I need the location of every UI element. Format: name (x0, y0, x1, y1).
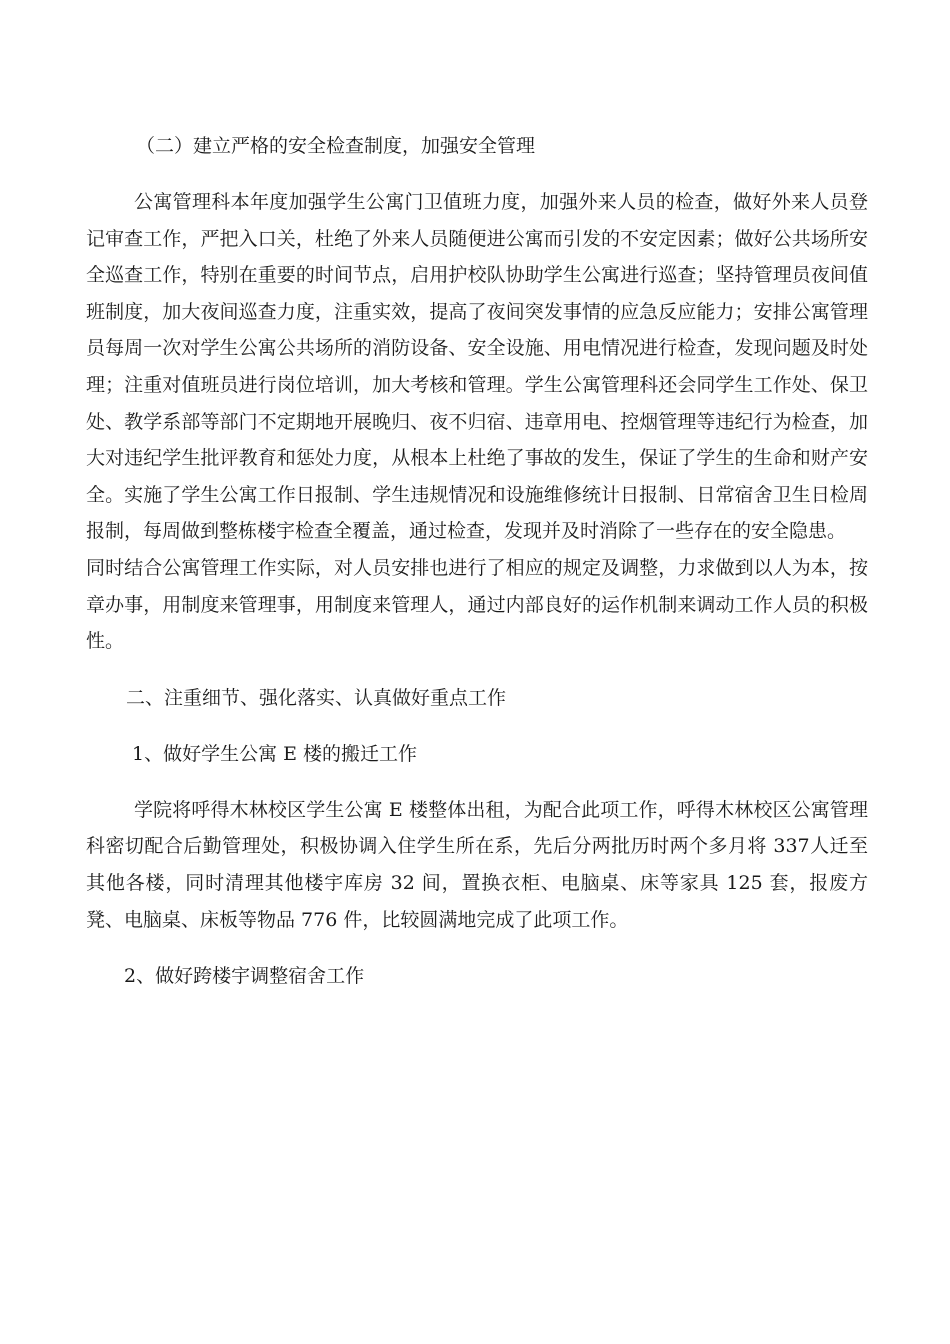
document-page (86, 128, 868, 994)
item-heading-dorm-adjustment: 2、做好跨楼宇调整宿舍工作 (124, 965, 365, 988)
item-heading-e-building-relocation: 1、做好学生公寓 E 楼的搬迁工作 (132, 742, 418, 765)
paragraph-e-building-relocation: 学院将呼得木林校区学生公寓 E 楼整体出租，为配合此项工作，呼得木林校区公寓管理科密切配合后勤管理处，积极协调入住学生所在系，先后分两批历时两个多月将 337人迁至其他各楼，同时清理其他楼宇库房 32 间，置换衣柜、电脑桌、床等家具 125 套，报废方凳、电脑桌、床板等物品 776 件，比较圆满地完成了此项工作。 (86, 798, 868, 931)
section-heading-key-work: 二、注重细节、强化落实、认真做好重点工作 (126, 686, 507, 709)
paragraph-staff-arrangement: 同时结合公寓管理工作实际，对人员安排也进行了相应的规定及调整，力求做到以人为本，按章办事，用制度来管理事，用制度来管理人，通过内部良好的运作机制来调动工作人员的积极性。 (86, 556, 868, 653)
section-heading-safety-inspection: （二）建立严格的安全检查制度，加强安全管理 (136, 135, 536, 157)
paragraph-safety-management: 公寓管理科本年度加强学生公寓门卫值班力度，加强外来人员的检查，做好外来人员登记审查工作，严把入口关，杜绝了外来人员随便进公寓而引发的不安定因素；做好公共场所安全巡查工作，特别在重要的时间节点，启用护校队协助学生公寓进行巡查；坚持管理员夜间值班制度，加大夜间巡查力度，注重实效，提高了夜间突发事情的应急反应能力；安排公寓管理员每周一次对学生公寓公共场所的消防设备、安全设施、用电情况进行检查，发现问题及时处理；注重对值班员进行岗位培训，加大考核和管理。学生公寓管理科还会同学生工作处、保卫处、教学系部等部门不定期地开展晚归、夜不归宿、违章用电、控烟管理等违纪行为检查，加大对违纪学生批评教育和惩处力度，从根本上杜绝了事故的发生，保证了学生的生命和财产安全。实施了学生公寓工作日报制、学生违规情况和设施维修统计日报制、日常宿舍卫生日检周报制，每周做到整栋楼宇检查全覆盖，通过检查，发现并及时消除了一些存在的安全隐患。 (86, 191, 868, 543)
